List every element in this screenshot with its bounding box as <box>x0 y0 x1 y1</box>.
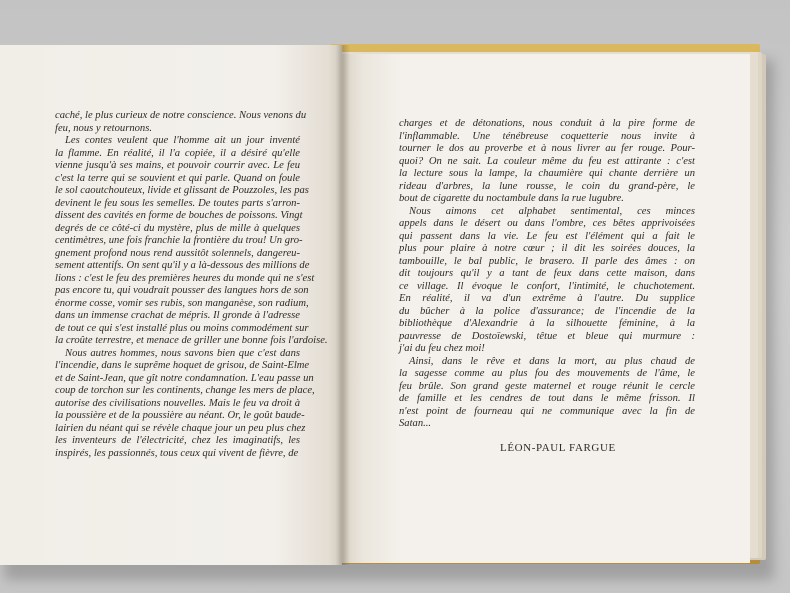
text-line: de famille et les cendres de tout dans le même frisson. Il <box>399 393 695 404</box>
text-line: n'est point de fourneau qui ne communique avec la fin de <box>399 405 695 417</box>
text-line: feu brûle. Son grand geste maternel et rouge réunit le cercle <box>399 380 695 392</box>
text-line: rideau d'arbres, la lune rousse, le coin du grand-père, le <box>399 180 695 192</box>
text-line: Les contes veulent que l'homme ait un jour inventé <box>65 135 300 146</box>
text-line: le sol caoutchouteux, livide et glissant de Pouzzoles, les pas <box>55 185 309 196</box>
text-line: la croûte terrestre, et menace de griller une bonne fois l'ardoise. <box>55 335 328 346</box>
text-line: inspirés, les passionnés, tous ceux qui vivent de fièvre, de <box>55 447 299 459</box>
text-line: pauvresse de Dostoïewski, têtue et bleue qui murmure : <box>399 330 695 342</box>
text-line: dans un immense crachat de mépris. Il gronde à l'adresse <box>55 310 300 321</box>
text-line: lairien du néant qui se révèle chaque jour un peu plus chez <box>55 422 306 434</box>
text-line: coup de torchon sur les continents, change les mers de place, <box>55 385 315 396</box>
text-line: de tout ce qui s'est installé plus ou moins commodément sur <box>55 322 309 334</box>
left-page <box>0 45 342 565</box>
text-line: pas encore tu, qui voudrait pousser des langues hors de son <box>55 285 309 296</box>
text-line: du bûcher à la police d'assurance; de l'incendie de la <box>399 305 695 317</box>
text-line: charges et de détonations, nous conduit à la pire forme de <box>399 118 695 129</box>
text-line: feu, nous y retournons. <box>55 122 153 134</box>
text-line: devinent le feu sous les semelles. De toutes parts s'arron- <box>55 197 300 209</box>
book-gutter <box>336 45 350 565</box>
text-line: Satan... <box>399 418 432 429</box>
text-line: la flamme. En réalité, il l'a copiée, il a désiré qu'elle <box>55 147 300 159</box>
text-line: bibliothèque d'Alexandrie à la silhouette féminine, à la <box>399 318 695 329</box>
text-line: c'est la terre qui se souvient et qui parle. Quand on foule <box>55 172 300 184</box>
text-line: la sagesse comme au plus fou des mouvements de l'âme, le <box>399 368 695 379</box>
text-line: l'incendie, dans le suprême hoquet de grisou, de Saint-Elme <box>55 360 310 371</box>
text-line: gnement profond nous rend aussitôt solennels, dangereu- <box>55 247 300 259</box>
left-page-text <box>55 110 328 460</box>
text-line: tourner le dos au proverbe et à nous livrer au fer rouge. Pour- <box>399 143 695 154</box>
text-line: bout de cigarette du noctambule dans la rue lugubre. <box>399 193 624 204</box>
text-line: qui passent dans la vie. Le feu est l'élément qui a fait le <box>399 230 695 242</box>
text-line: j'ai du feu chez moi! <box>399 343 485 354</box>
text-line: centimètres, une fois franchie la frontière du trou! Un gro- <box>55 235 303 246</box>
text-line: dit toujours qu'il y a tant de feux dans cette maison, dans <box>399 268 695 279</box>
text-line: appels dans le désert ou dans l'ombre, ces bêtes apprivoisées <box>399 218 695 229</box>
text-line: la poussière et de la poussière au néant. Or, le goût baude- <box>55 410 305 421</box>
text-line: lions : c'est le feu des premières heures du monde qui ne s'est <box>55 272 315 284</box>
text-line: dissent des cavités en forme de bouches de poissons. Vingt <box>55 210 303 221</box>
author-signature: LÉON-PAUL FARGUE <box>500 442 616 454</box>
text-line: et de Saint-Jean, que gît notre condamnation. L'eau passe un <box>55 372 314 384</box>
text-line: vienne jusqu'à ses mains, et pouvoir courrir avec. Le feu <box>55 160 300 171</box>
right-page <box>342 54 750 563</box>
text-line: sement attentifs. On sent qu'il y a là-dessous des millions de <box>55 260 310 271</box>
text-line: énorme cosse, vomir ses rubis, son manganèse, son radium, <box>55 297 309 309</box>
text-line: ce village. Il évoque le confort, l'intimité, le chuchotement. <box>399 280 695 292</box>
text-line: autorise des civilisations nouvelles. Mais le feu va droit à <box>55 397 300 409</box>
text-line: En réalité, il va d'un extrême à l'autre. Du supplice <box>399 293 695 304</box>
text-line: la lecture sous la lampe, la chaumière qui chante derrière un <box>399 168 695 179</box>
text-line: Ainsi, dans le rêve et dans la mort, au plus chaud de <box>409 355 695 367</box>
text-line: plus pour plaire à notre cœur ; il dit les soirées douces, la <box>399 243 695 254</box>
right-page-text <box>399 118 695 431</box>
text-line: caché, le plus curieux de notre conscience. Nous venons du <box>55 110 307 121</box>
text-line: les inventeurs de l'électricité, chez les imaginatifs, les <box>55 435 300 446</box>
text-line: Nous aimons cet alphabet sentimental, ces minces <box>409 205 695 217</box>
text-line: Nous autres hommes, nous savons bien que c'est dans <box>65 347 300 359</box>
text-line: tambouille, le bal public, le brasero. Il parle des âmes : on <box>399 255 695 267</box>
text-line: l'inflammable. Une ténébreuse coquetterie nous invite à <box>399 130 695 142</box>
text-line: quoi? On ne sait. La couleur même du feu est attirante : c'est <box>399 155 695 167</box>
text-line: degrés de ce côté-ci du mystère, plus de mille à quelques <box>55 222 300 234</box>
